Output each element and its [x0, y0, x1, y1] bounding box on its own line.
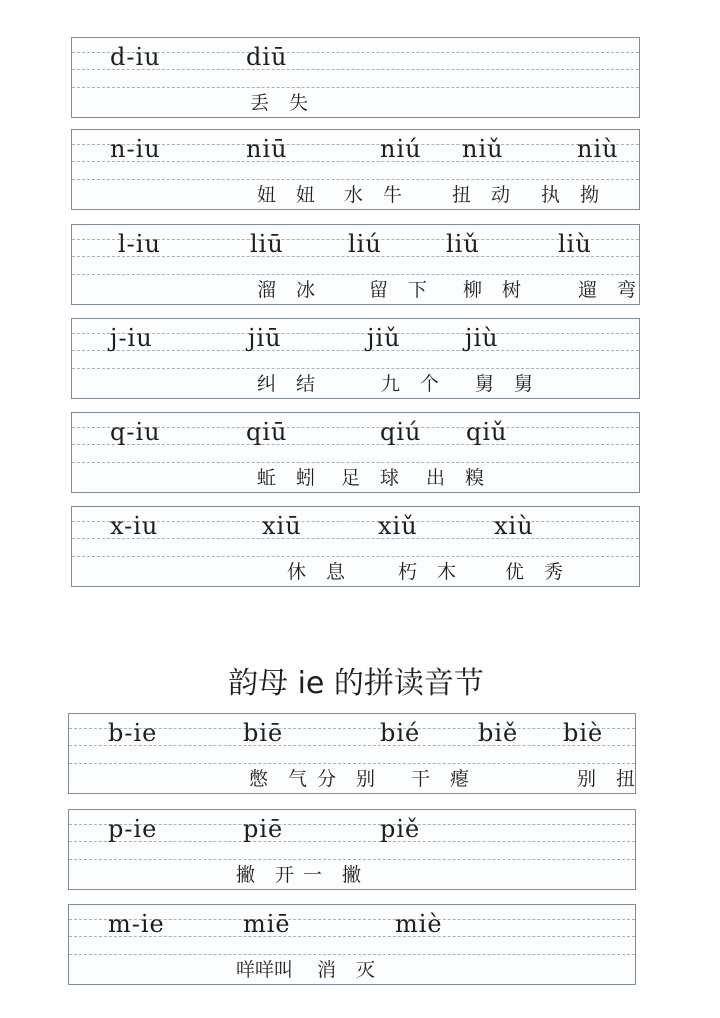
pinyin-row-d-iu: [71, 37, 640, 118]
pinyin-tone: niū: [246, 135, 288, 163]
pinyin-row-x-iu: [71, 506, 640, 587]
example-word: 撇 开: [236, 864, 302, 886]
guide-line: [72, 87, 639, 88]
pinyin-tone: qiǔ: [466, 418, 508, 446]
pinyin-tone: jiù: [465, 324, 499, 352]
example-word: 溜 冰: [257, 279, 323, 301]
example-word: 消 灭: [317, 959, 383, 981]
syllable-label: x-iu: [110, 512, 159, 540]
pinyin-tone: miè: [395, 910, 443, 938]
example-word: 咩咩叫: [236, 959, 294, 981]
pinyin-tone: niù: [577, 135, 619, 163]
pinyin-tone: piē: [243, 815, 284, 843]
pinyin-tone: piě: [380, 815, 421, 843]
pinyin-tone: jiǔ: [367, 324, 401, 352]
example-word: 扭 动: [452, 184, 518, 206]
example-word: 休 息: [287, 561, 353, 583]
example-word: 柳 树: [463, 279, 529, 301]
syllable-label: p-ie: [108, 815, 158, 843]
pinyin-tone: bié: [380, 719, 421, 747]
example-word: 留 下: [369, 279, 435, 301]
syllable-label: d-iu: [110, 43, 161, 71]
example-word: 丢 失: [250, 92, 316, 114]
pinyin-tone: liù: [558, 230, 592, 258]
example-word: 别 扭: [577, 768, 643, 790]
pinyin-tone: biě: [478, 719, 519, 747]
pinyin-row-m-ie: [68, 904, 636, 985]
guide-line: [72, 333, 639, 334]
pinyin-row-l-iu: [71, 224, 644, 305]
example-word: 优 秀: [505, 561, 571, 583]
guide-line: [72, 556, 639, 557]
example-word: 九 个: [381, 373, 447, 395]
syllable-label: l-iu: [118, 230, 161, 258]
pinyin-tone: jiū: [248, 324, 282, 352]
guide-line: [72, 368, 639, 369]
example-word: 出 糗: [426, 467, 492, 489]
syllable-label: b-ie: [108, 719, 158, 747]
example-word: 干 瘪: [411, 768, 477, 790]
pinyin-tone: miē: [243, 910, 291, 938]
pinyin-row-b-ie: [68, 713, 643, 794]
guide-line: [69, 859, 635, 860]
example-word: 分 别: [317, 768, 383, 790]
example-word: 憋 气: [249, 768, 315, 790]
pinyin-row-j-iu: [71, 318, 640, 399]
pinyin-tone: xiū: [262, 512, 302, 540]
pinyin-tone: biē: [243, 719, 284, 747]
pinyin-tone: liū: [250, 230, 284, 258]
pinyin-tone: niú: [380, 135, 422, 163]
pinyin-tone: biè: [563, 719, 604, 747]
pinyin-tone: xiù: [494, 512, 534, 540]
guide-line: [69, 954, 635, 955]
pinyin-tone: diū: [246, 43, 288, 71]
example-word: 足 球: [341, 467, 407, 489]
section-title: 韵母 ie 的拼读音节: [228, 666, 484, 701]
guide-line: [72, 274, 639, 275]
pinyin-tone: qiú: [380, 418, 422, 446]
pinyin-row-p-ie: [68, 809, 636, 890]
pinyin-row-n-iu: [71, 129, 640, 210]
example-word: 舅 舅: [475, 373, 541, 395]
syllable-label: j-iu: [110, 324, 153, 352]
guide-line: [72, 179, 639, 180]
pinyin-tone: xiǔ: [378, 512, 418, 540]
syllable-label: m-ie: [108, 910, 165, 938]
example-word: 蚯 蚓: [257, 467, 323, 489]
pinyin-tone: liú: [348, 230, 382, 258]
example-word: 纠 结: [257, 373, 323, 395]
syllable-label: q-iu: [110, 418, 161, 446]
example-word: 妞 妞: [257, 184, 323, 206]
guide-line: [72, 462, 639, 463]
example-word: 朽 木: [398, 561, 464, 583]
syllable-label: n-iu: [110, 135, 161, 163]
example-word: 水 牛: [344, 184, 410, 206]
guide-line: [69, 763, 635, 764]
pinyin-row-q-iu: [71, 412, 640, 493]
example-word: 执 拗: [541, 184, 607, 206]
example-word: 一 撇: [303, 864, 369, 886]
pinyin-tone: niǔ: [462, 135, 504, 163]
example-word: 遛 弯: [578, 279, 644, 301]
pinyin-tone: qiū: [246, 418, 288, 446]
guide-line: [72, 350, 639, 351]
pinyin-tone: liǔ: [446, 230, 480, 258]
